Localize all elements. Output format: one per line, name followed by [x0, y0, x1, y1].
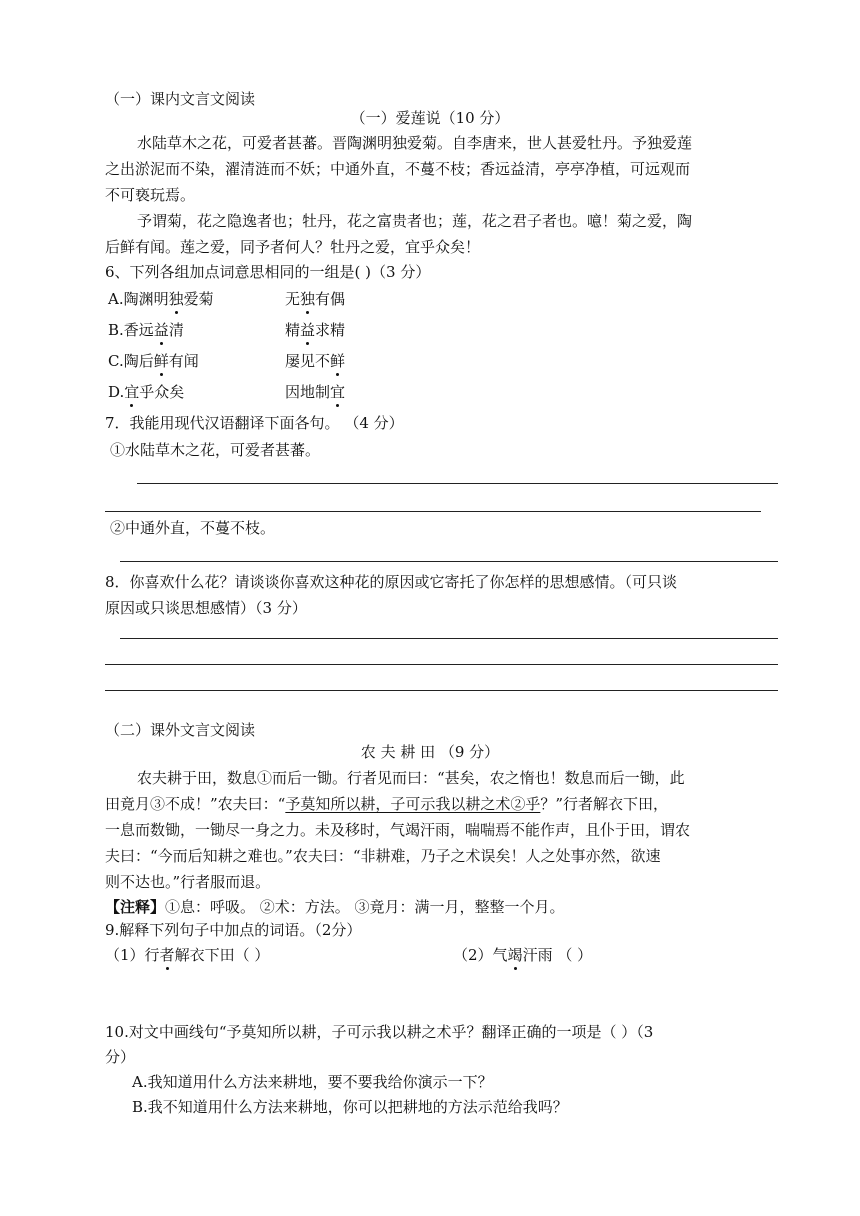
q6-option-b-right: 精益求精: [285, 318, 345, 342]
passage1-line: 后鲜有闻。莲之爱，同予者何人？牡丹之爱，宜乎众矣！: [105, 238, 481, 256]
q8-stem-line: 8．你喜欢什么花？请谈谈你喜欢这种花的原因或它寄托了你怎样的思想感情。（可只谈: [105, 573, 678, 591]
q6-option-d-left: D.宜乎众矣: [108, 380, 184, 404]
passage1-line: 予谓菊，花之隐逸者也；牡丹，花之富贵者也；莲，花之君子者也。噫！菊之爱，陶: [137, 212, 693, 230]
underlined-sentence: 予莫知所以耕，子可示我以耕之术②乎: [285, 795, 541, 813]
passage2-line: 一息而数锄，一锄尽一身之力。未及移时，气竭汗雨，喘喘焉不能作声，且仆于田，谓农: [105, 821, 691, 839]
passage1-line: 水陆草木之花，可爱者甚蕃。晋陶渊明独爱菊。自李唐来，世人甚爱牡丹。予独爱莲: [137, 134, 693, 152]
section1-heading: （一）课内文言文阅读: [105, 90, 256, 108]
q8-stem-line: 原因或只谈思想感情）（3 分）: [105, 599, 307, 617]
q10-option-a: A.我知道用什么方法来耕地，要不要我给你演示一下？: [132, 1073, 493, 1091]
answer-line[interactable]: [105, 511, 761, 512]
q9-stem: 9.解释下列句子中加点的词语。（2分）: [105, 921, 362, 939]
passage1-line: 之出淤泥而不染，濯清涟而不妖；中通外直，不蔓不枝；香远益清，亭亭净植，可远观而: [105, 160, 691, 178]
q10-stem-line: 分）: [105, 1048, 136, 1066]
q6-option-a-right: 无独有偶: [285, 287, 345, 311]
annotation: 【注释】①息：呼吸。 ②术：方法。 ③竟月：满一月，整整一个月。: [105, 898, 565, 916]
q6-option-b-left: B.香远益清: [108, 318, 184, 342]
q7-sentence-2: ②中通外直，不蔓不枝。: [110, 519, 276, 537]
answer-line[interactable]: [120, 561, 778, 562]
passage1-line: 不可亵玩焉。: [105, 186, 196, 204]
q7-sentence-1: ①水陆草木之花，可爱者甚蕃。: [110, 441, 321, 459]
q6-stem: 6、下列各组加点词意思相同的一组是( )（3 分）: [105, 263, 431, 281]
answer-line[interactable]: [105, 690, 778, 691]
passage2-line: 农夫耕于田，数息①而后一锄。行者见而曰：“甚矣，农之惰也！数息而后一锄，此: [137, 769, 685, 787]
section2-heading: （二）课外文言文阅读: [105, 721, 256, 739]
passage2-title: 农 夫 耕 田 （9 分）: [360, 743, 500, 761]
passage2-line: 夫曰：“今而后知耕之难也。”农夫曰：“非耕难，乃子之术误矣！人之处事亦然，欲速: [105, 847, 661, 865]
q6-option-a-left: A.陶渊明独爱菊: [108, 287, 214, 311]
q6-option-c-left: C.陶后鲜有闻: [108, 349, 199, 373]
q10-stem-line: 10.对文中画线句“予莫知所以耕，子可示我以耕之术乎？翻译正确的一项是（ ）（3: [105, 1023, 654, 1041]
answer-line[interactable]: [105, 664, 778, 665]
answer-line[interactable]: [120, 638, 778, 639]
q7-stem: 7．我能用现代汉语翻译下面各句。 （4 分）: [105, 414, 404, 432]
answer-line[interactable]: [137, 483, 778, 484]
q10-option-b: B.我不知道用什么方法来耕地，你可以把耕地的方法示范给我吗？: [132, 1098, 568, 1116]
passage2-line: 则不达也。”行者服而退。: [105, 873, 271, 891]
passage1-title: （一）爱莲说（10 分）: [350, 109, 510, 127]
q6-option-d-right: 因地制宜: [285, 380, 345, 404]
passage2-line: 田竟月③不成！”农夫曰：“予莫知所以耕，子可示我以耕之术②乎？”行者解衣下田，: [105, 795, 669, 813]
q9-item-1: （1）行者解衣下田（ ）: [105, 943, 269, 967]
q9-item-2: （2）气竭汗雨 （ ）: [453, 943, 592, 967]
q6-option-c-right: 屡见不鲜: [285, 349, 345, 373]
